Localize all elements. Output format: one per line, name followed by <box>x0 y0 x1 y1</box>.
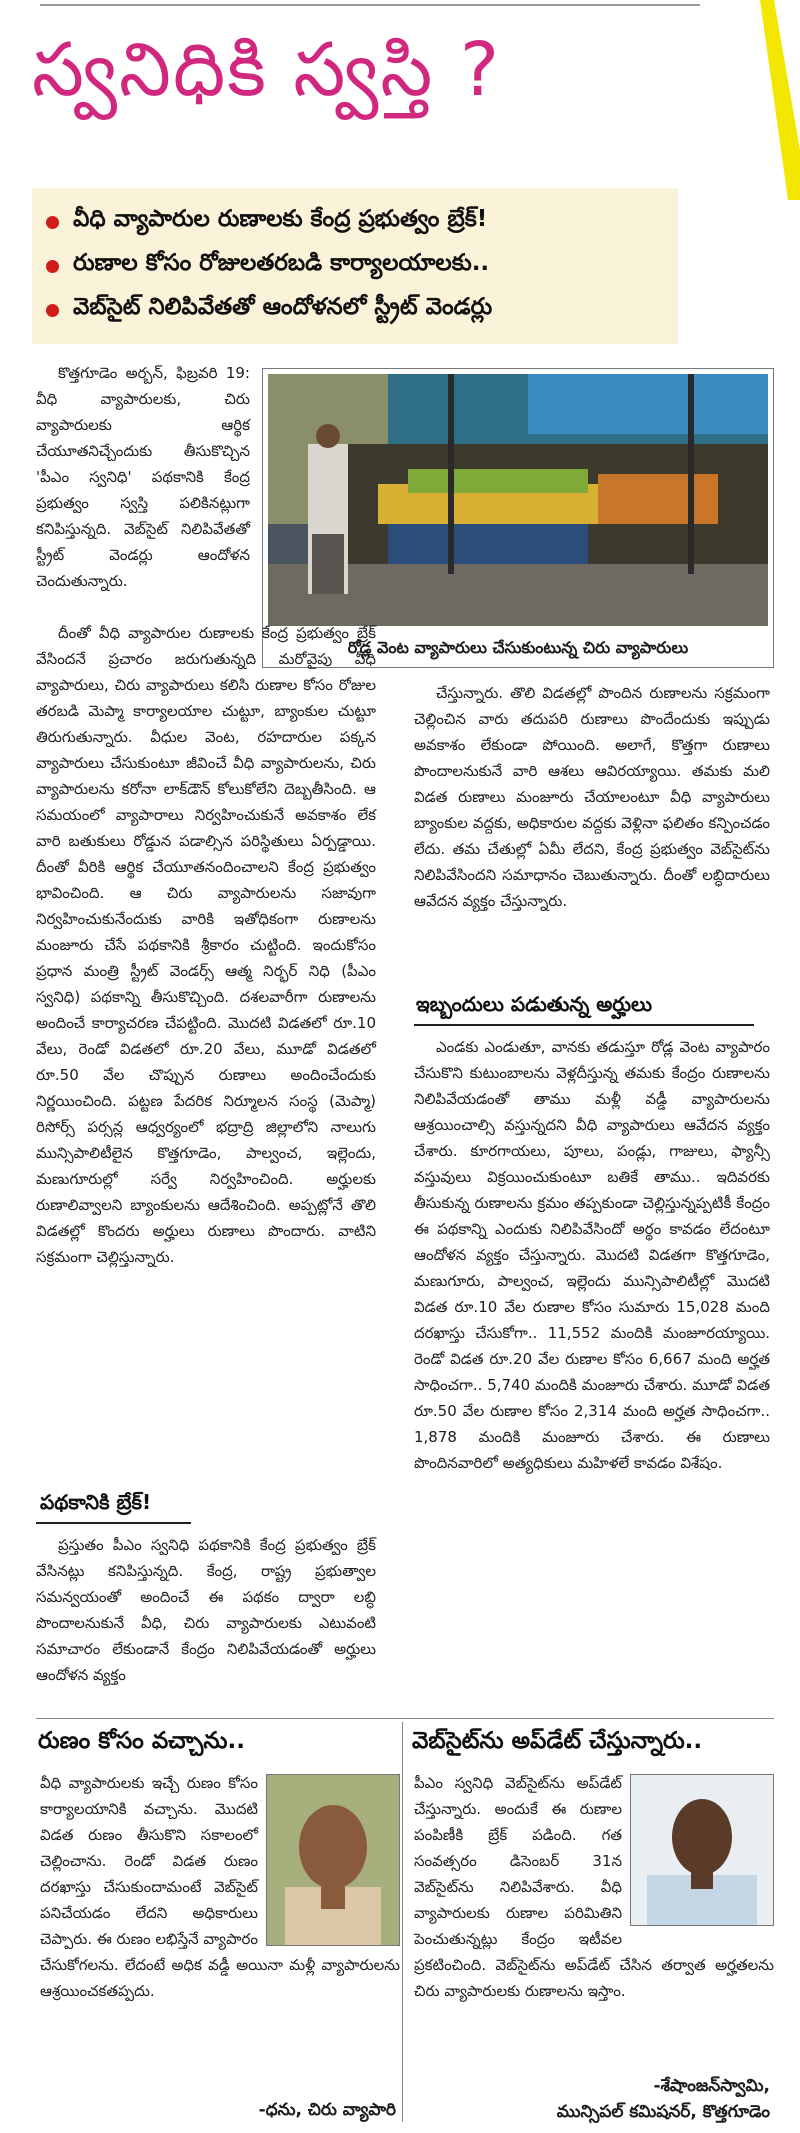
left-paragraph: దీంతో వీధి వ్యాపారుల రుణాలకు కేంద్ర ప్రభుత్వం బ్రేక్ వేసిందనే ప్రచారం జరుగుతున్నది మరోవైపు వీధి వ్యాపారులు, చిరు వ్యాపారులు కలిసి రుణాల కోసం రోజుల తరబడి మెప్మా కార్యాలయాల చుట్టూ, బ్యాంకుల చుట్టూ తిరుగుతున్నారు. వీధుల వెంట, రహదారుల పక్కన వ్యాపారులు చేసుకుంటూ జీవించే వీధి వ్యాపారులను, చిరు వ్యాపారులను కరోనా లాక్‌డౌన్ కోలుకోలేని దెబ్బతీసింది. ఆ సమయంలో వ్యాపారాలు నిర్వహించుకునే అవకాశం లేక వారి బతుకులు రోడ్డున పడాల్సిన పరిస్థితులు ఏర్పడ్డాయి. దీంతో వీరికి ఆర్థిక చేయూతనందించాలని కేంద్ర ప్రభుత్వం భావించింది. ఆ చిరు వ్యాపారులను సజావుగా నిర్వహించుకునేందుకు వారికి ఇతోధికంగా రుణాలను మంజూరు చేసే పథకానికి శ్రీకారం చుట్టింది. ఇందుకోసం ప్రధాన మంత్రి స్ట్రీట్ వెండర్స్ ఆత్మ నిర్భర్ నిధి (పీఎం స్వనిధి) పథకాన్ని తీసుకొచ్చింది. దశలవారీగా రుణాలను అందించే కార్యాచరణ చేపట్టింది. మొదటి విడతలో రూ.10 వేలు, రెండో విడతలో రూ.20 వేలు, మూడో విడతలో రూ.50 వేల చొప్పున రుణాలు అందించేందుకు నిర్ణయించింది. పట్టణ పేదరిక నిర్మూలన సంస్థ (మెప్మా) రిసోర్స్ పర్సన్ల ఆధ్వర్యంలో భద్రాద్రి జిల్లాలోని నాలుగు మున్సిపాలిటీలైన కొత్తగూడెం, పాల్వంచ, ఇల్లెందు, మణుగూరుల్లో సర్వే నిర్వహించింది. అర్హులకు రుణాలివ్వాలని బ్యాంకులను ఆదేశించింది. అప్పట్లోనే తొలి విడతల్లో కొందరు అర్హులు రుణాలు పొందారు. వాటిని సక్రమంగా చెల్లిస్తున్నారు. <box>36 624 376 1266</box>
kicker-text: రుణాల కోసం రోజులతరబడి కార్యాలయాలకు.. <box>73 250 490 276</box>
trader-portrait <box>266 1774 400 1946</box>
right-subhead-underline <box>414 1024 754 1026</box>
boxes-divider <box>402 1722 403 2122</box>
right-box-byline-name: -శేషాంజన్‌స్వామి, <box>653 2076 770 2096</box>
left-box-paragraph: వీధి వ్యాపారులకు ఇచ్చే రుణం కోసం కార్యాలయానికి వచ్చాను. మొదటి విడత రుణం తీసుకొని సకాలంలో చెల్లించాను. రెండో విడత రుణం దరఖాస్తు చేసుకుందామంటే వెబ్‌సైట్ పనిచేయడం లేదని అధికారులు చెప్పారు. ఈ రుణం లభిస్తేనే వ్యాపారం చేసుకోగలను. లేదంటే అధిక వడ్డీ అయినా మళ్లీ వ్యాపారులను ఆశ్రయించకతప్పదు. <box>40 1774 400 2000</box>
right-paragraph: చేస్తున్నారు. తొలి విడతల్లో పొందిన రుణాలను సక్రమంగా చెల్లించిన వారు తదుపరి రుణాలు పొందేందుకు ఇప్పుడు అవకాశం లేకుండా పోయింది. అలాగే, కొత్తగా రుణాలు పొందాలనుకునే వారి ఆశలు ఆవిరయ్యాయి. తమకు మలి విడత రుణాలు మంజూరు చేయాలంటూ వీధి వ్యాపారులు బ్యాంకుల వద్దకు, అధికారుల వద్దకు వెళ్లినా ఫలితం కన్పించడం లేదు. తమ చేతుల్లో ఏమీ లేదని, కేంద్ర ప్రభుత్వం వెబ్‌సైట్‌ను నిలిపివేసిందని సమాధానం చెబుతున్నారు. దీంతో లబ్ధిదారులు ఆవేదన వ్యక్తం చేస్తున్నారు. <box>414 684 770 910</box>
kicker-box <box>32 188 678 344</box>
left-sub-paragraph: ప్రస్తుతం పీఎం స్వనిధి పథకానికి కేంద్ర ప్రభుత్వం బ్రేక్ వేసినట్లు కనిపిస్తున్నది. కేంద్ర, రాష్ట్ర ప్రభుత్వాల సమన్వయంతో అందించే ఈ పథకం ద్వారా లబ్ధి పొందాలనుకునే వీధి, చిరు వ్యాపారులకు ఎటువంటి సమాచారం లేకుండానే కేంద్రం నిలిపివేయడంతో అర్హులు ఆందోళన వ్యక్తం <box>36 1536 376 1684</box>
intro-paragraph: కొత్తగూడెం అర్బన్, ఫిబ్రవరి 19: వీధి వ్యాపారులకు, చిరు వ్యాపారులకు ఆర్థిక చేయూతనిచ్చేందుకు తీసుకొచ్చిన 'పీఎం స్వనిధి' పథకానికి కేంద్ర ప్రభుత్వం స్వస్తి పలికినట్లుగా కనిపిస్తున్నది. వెబ్‌సైట్ నిలిపివేతతో స్ట్రీట్ వెండర్లు ఆందోళన చెందుతున్నారు. <box>36 364 250 590</box>
right-sub-paragraph: ఎండకు ఎండుతూ, వానకు తడుస్తూ రోడ్ల వెంట వ్యాపారం చేసుకొని కుటుంబాలను వెళ్లదీస్తున్న తమకు కేంద్రం రుణాలను నిలిపివేయడంతో తాము మళ్లీ వడ్డీ వ్యాపారులను ఆశ్రయించాల్సి వస్తున్నదని వీధి వ్యాపారులు ఆవేదన వ్యక్తం చేశారు. కూరగాయలు, పూలు, పండ్లు, గాజులు, ఫ్యాన్సీ వస్తువులు విక్రయించుకుంటూ బతికే తాము.. ఇదివరకు తీసుకున్న రుణాలను క్రమం తప్పకుండా చెల్లిస్తున్నప్పటికీ కేంద్రం ఈ పథకాన్ని ఎందుకు నిలిపివేసిందో అర్థం కావడం లేదంటూ ఆందోళన వ్యక్తం చేస్తున్నారు. మొదటి విడతగా కొత్తగూడెం, మణుగూరు, పాల్వంచ, ఇల్లెందు మున్సిపాలిటీల్లో మొదటి విడత రూ.10 వేల రుణాల కోసం సుమారు 15,028 మంది దరఖాస్తు చేసుకోగా.. 11,552 మందికి మంజూరయ్యాయి. రెండో విడత రూ.20 వేల రుణాల కోసం 6,667 మంది అర్హత సాధించగా.. 5,740 మందికి మంజూరు చేశారు. మూడో విడత రూ.50 వేల రుణాల కోసం 2,314 మంది అర్హత సాధించగా.. 1,878 మందికి మంజూరు చేశారు. ఈ రుణాలు పొందినవారిలో అత్యధికులు మహిళలే కావడం విశేషం. <box>414 1038 770 1472</box>
left-column <box>36 620 376 1274</box>
kicker-item <box>46 200 664 244</box>
kicker-text: వెబ్‌సైట్ నిలిపివేతతో ఆందోళనలో స్ట్రీట్ వెండర్లు <box>73 294 493 320</box>
intro-column <box>36 360 250 598</box>
kicker-item <box>46 288 664 332</box>
corner-decoration <box>740 0 800 200</box>
bullet-dot-icon <box>46 260 59 273</box>
kicker-text: వీధి వ్యాపారుల రుణాలకు కేంద్ర ప్రభుత్వం బ్రేక్! <box>73 206 488 232</box>
boxes-top-rule <box>36 1718 774 1719</box>
bullet-dot-icon <box>46 216 59 229</box>
right-box-byline-role: మున్సిపల్ కమిషనర్, కొత్తగూడెం <box>556 2102 770 2122</box>
headline: స్వనిధికి స్వస్తి ? <box>32 27 502 113</box>
commissioner-portrait <box>630 1774 774 1926</box>
right-box-text <box>414 1770 774 2004</box>
market-photo-image <box>268 374 768 626</box>
right-column <box>414 680 770 918</box>
bullet-dot-icon <box>46 304 59 317</box>
photo-caption: రోడ్ల వెంట వ్యాపారులు చేసుకుంటున్న చిరు వ్యాపారులు <box>347 638 689 657</box>
left-box-byline: -ధను, చిరు వ్యాపారి <box>258 2100 396 2120</box>
right-box-title: వెబ్‌సైట్‌ను అప్‌డేట్ చేస్తున్నారు.. <box>412 1728 703 1754</box>
left-subhead-underline <box>36 1522 191 1524</box>
left-box-text <box>40 1770 400 2004</box>
left-subhead: పథకానికి బ్రేక్! <box>40 1490 152 1514</box>
right-sub-column <box>414 1034 770 1480</box>
right-box-paragraph: పీఎం స్వనిధి వెబ్‌సైట్‌ను అప్‌డేట్ చేస్తున్నారు. అందుకే ఈ రుణాల పంపిణీకి బ్రేక్ పడింది. గత సంవత్సరం డిసెంబర్ 31న వెబ్‌సైట్‌ను నిలిపివేశారు. వీధి వ్యాపారులకు రుణాల పరిమితిని పెంచుతున్నట్లు కేంద్రం ఇటీవల ప్రకటించింది. వెబ్‌సైట్‌ను అప్‌డేట్ చేసిన తర్వాత అర్హతలను చిరు వ్యాపారులకు రుణాలను ఇస్తాం. <box>414 1774 774 2000</box>
kicker-item <box>46 244 664 288</box>
right-subhead: ఇబ్బందులు పడుతున్న అర్హులు <box>416 992 653 1016</box>
left-box-title: రుణం కోసం వచ్చాను.. <box>38 1728 245 1754</box>
left-sub-column <box>36 1532 376 1692</box>
top-rule <box>40 4 700 6</box>
